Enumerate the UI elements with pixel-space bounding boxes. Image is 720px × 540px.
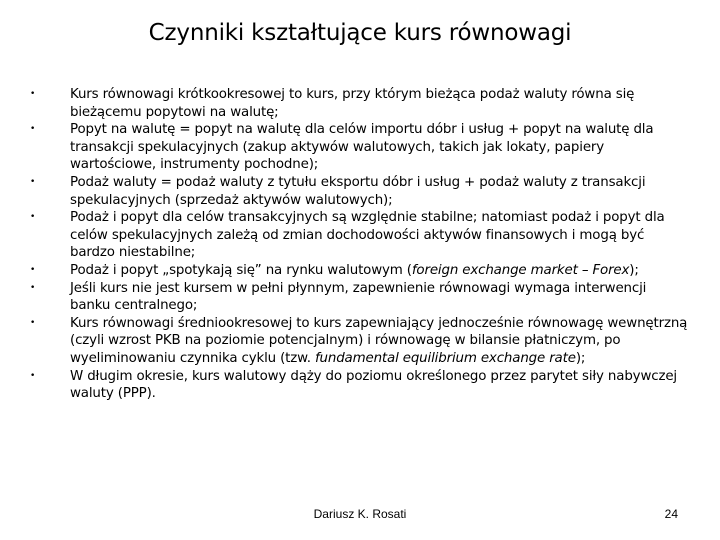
footer-author: Dariusz K. Rosati — [313, 507, 407, 521]
page-number: 24 — [664, 507, 678, 521]
bullet-text-segment: W długim okresie, kurs walutowy dąży do poziomu określonego przez parytet siły nabywczej waluty (PPP). — [70, 368, 677, 402]
bullet-item — [30, 315, 690, 368]
bullet-point-icon: • — [30, 89, 36, 99]
bullet-item — [30, 174, 690, 209]
bullet-list — [30, 86, 690, 403]
bullet-text-italic: foreign exchange market – Forex — [411, 262, 630, 278]
bullet-item — [30, 368, 690, 403]
bullet-text-segment: Kurs równowagi krótkookresowej to kurs, przy którym bieżąca podaż waluty równa się bieżącemu popytowi na walutę; — [70, 87, 635, 120]
bullet-text — [70, 263, 639, 278]
bullet-text-segment: Popyt na walutę = popyt na walutę dla celów importu dóbr i usług + popyt na walutę dla transakcji spekulacyjnych (zakup aktywów walutowych, takich jak lokaty, papiery wartościowe, instrumenty pochodne); — [70, 122, 654, 173]
slide-title: Czynniki kształtujące kurs równowagi — [148, 20, 572, 46]
bullet-point-icon: • — [30, 212, 36, 223]
bullet-point-icon: • — [30, 317, 36, 328]
bullet-text — [70, 316, 687, 366]
bullet-text-segment: ); — [575, 350, 586, 366]
bullet-point-icon: • — [30, 370, 36, 381]
bullet-text-segment: Podaż waluty = podaż waluty z tytułu eksportu dóbr i usług + podaż waluty z transakcji spekulacyjnych (sprzedaż aktywów walutowych); — [70, 174, 646, 208]
bullet-item — [30, 262, 690, 280]
bullet-text — [70, 87, 634, 120]
bullet-item — [30, 280, 690, 315]
bullet-text-segment: Jeśli kurs nie jest kursem w pełni płynnym, zapewnienie równowagi wymaga interwencji banku centralnego; — [70, 280, 647, 314]
bullet-text-segment: Podaż i popyt „spotykają się” na rynku walutowym ( — [70, 262, 412, 278]
bullet-point-icon: • — [30, 124, 36, 135]
bullet-point-icon: • — [30, 176, 36, 187]
bullet-point-icon: • — [30, 282, 36, 293]
bullet-text — [70, 175, 645, 208]
bullet-item — [30, 209, 690, 262]
bullet-text — [70, 122, 653, 172]
bullet-text — [70, 281, 646, 314]
bullet-text-segment: ); — [629, 262, 639, 278]
bullet-text — [70, 210, 665, 260]
bullet-text — [70, 369, 677, 402]
bullet-text-segment: Podaż i popyt dla celów transakcyjnych są względnie stabilne; natomiast podaż i popyt dla celów spekulacyjnych zależą od zmian dochodowości aktywów finansowych i mogą być bardzo niestabilne; — [70, 210, 665, 261]
bullet-item — [30, 86, 690, 121]
bullet-text-italic: fundamental equilibrium exchange rate — [314, 350, 576, 366]
bullet-text-segment: Kurs równowagi średniookresowej to kurs zapewniający jednocześnie równowagę wewnętrzną (czyli wzrost PKB na poziomie potencjalnym) i równowagę w bilansie płatniczym, po wyeliminowaniu czynnika cyklu (tzw. — [70, 315, 688, 366]
bullet-item — [30, 121, 690, 174]
bullet-point-icon: • — [30, 264, 36, 275]
